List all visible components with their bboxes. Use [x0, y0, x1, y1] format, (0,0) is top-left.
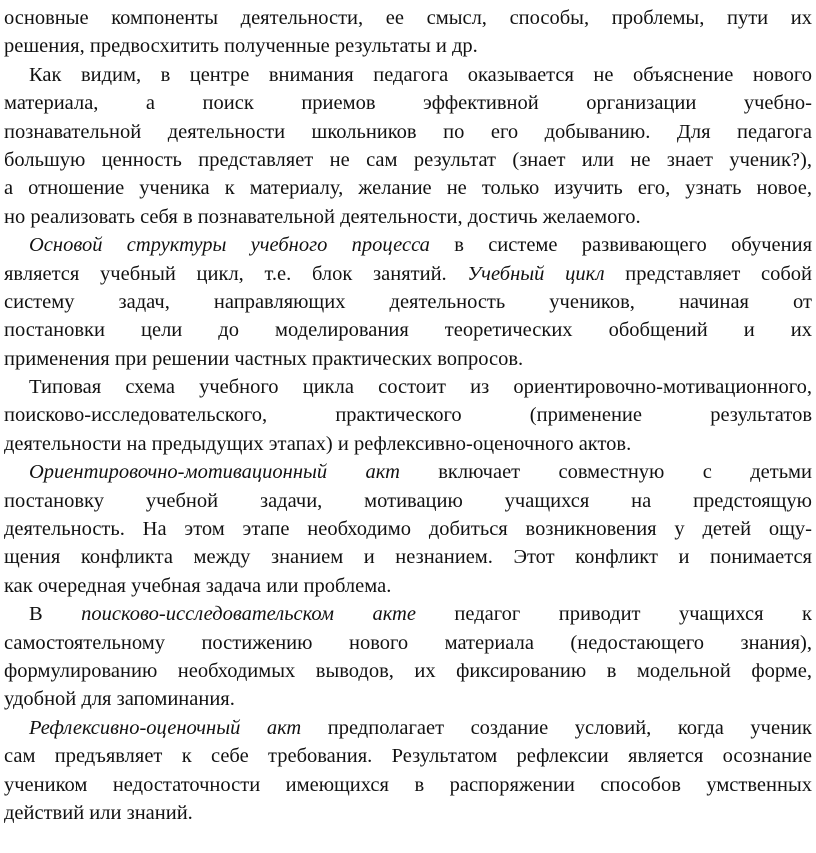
text-line: поисково-исследовательского, практического (применение результатов: [4, 404, 812, 427]
text-line: сам предъявляет к себе требования. Результатом рефлексии является осознание: [4, 745, 812, 768]
italic-term: Рефлексивно-оценочный акт: [29, 716, 302, 739]
text-line: [4, 260, 812, 288]
text-line: учеником недостаточности имеющихся в распоряжении способов умственных: [4, 773, 812, 796]
text-line: деятельности на предыдущих этапах) и рефлексивно-оценочного актов.: [4, 432, 632, 455]
text-line: систему задач, направляющих деятельность учеников, начиная от: [4, 290, 812, 313]
text-line: [4, 458, 812, 486]
text-line: Как видим, в центре внимания педагога оказывается не объяснение нового: [29, 63, 812, 86]
text-line: но реализовать себя в познавательной деятельности, достичь желаемого.: [4, 205, 641, 228]
text-run: педагог приводит учащихся к: [415, 603, 812, 626]
text-run: предполагает создание условий, когда ученик: [301, 716, 812, 739]
text-line: постановку учебной задачи, мотивацию учащихся на предстоящую: [4, 489, 812, 512]
text-line: основные компоненты деятельности, ее смысл, способы, проблемы, пути их: [4, 7, 812, 29]
text-run: включает совместную с детьми: [399, 461, 812, 484]
italic-term: Учебный цикл: [467, 262, 605, 285]
text-line: а отношение ученика к материалу, желание не только изучить его, узнать новое,: [4, 177, 812, 200]
text-line: [4, 600, 812, 628]
text-line: Типовая схема учебного цикла состоит из ориентировочно-мотивационного,: [29, 376, 812, 399]
paragraph-2: [4, 61, 812, 231]
paragraph-1: [4, 4, 812, 61]
paragraph-6: [4, 600, 812, 714]
text-run: представляет собой: [604, 262, 812, 285]
italic-term: Ориентировочно-мотивационный акт: [29, 461, 400, 484]
paragraph-3: [4, 231, 812, 373]
document-page: [4, 4, 812, 827]
text-line: познавательной деятельности школьников по его добыванию. Для педагога: [4, 120, 812, 143]
text-run: в системе развивающего обучения: [429, 234, 812, 257]
italic-term: Основой структуры учебного процесса: [29, 234, 430, 257]
text-line: действий или знаний.: [4, 801, 193, 824]
text-run: В: [29, 603, 82, 626]
text-line: решения, предвосхитить полученные результаты и др.: [4, 35, 478, 58]
text-line: как очередная учебная задача или проблема.: [4, 574, 392, 597]
text-line: материала, а поиск приемов эффективной организации учебно-: [4, 92, 812, 115]
paragraph-5: [4, 458, 812, 600]
text-line: щения конфликта между знанием и незнанием. Этот конфликт и понимается: [4, 546, 812, 569]
text-line: формулированию необходимых выводов, их фиксированию в модельной форме,: [4, 659, 812, 682]
text-line: применения при решении частных практических вопросов.: [4, 347, 524, 370]
italic-term: поисково-исследовательском акте: [81, 603, 416, 626]
text-line: постановки цели до моделирования теоретических обобщений и их: [4, 319, 812, 342]
text-line: [4, 714, 812, 742]
paragraph-7: [4, 714, 812, 828]
text-line: большую ценность представляет не сам результат (знает или не знает ученик?),: [4, 148, 812, 171]
paragraph-4: [4, 373, 812, 458]
text-run: является учебный цикл, т.е. блок занятий.: [4, 262, 468, 285]
text-line: [4, 231, 812, 259]
text-line: самостоятельному постижению нового материала (недостающего знания),: [4, 631, 812, 654]
text-line: деятельность. На этом этапе необходимо добиться возникновения у детей ощу-: [4, 518, 812, 541]
text-line: удобной для запоминания.: [4, 688, 235, 711]
